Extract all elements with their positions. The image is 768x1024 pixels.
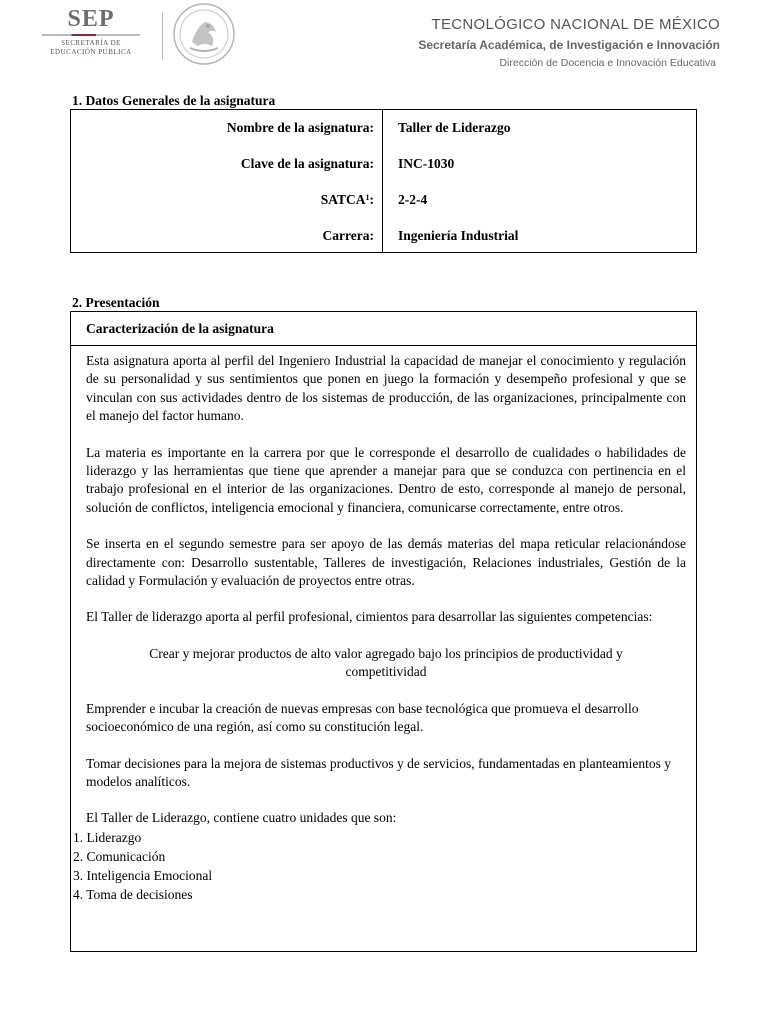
page-header bbox=[0, 0, 768, 90]
characterization-body bbox=[71, 346, 696, 904]
value-subject-key: INC-1030 bbox=[398, 156, 455, 171]
competency-entrepreneurship: Emprender e incubar la creación de nuevas empresas con base tecnológica que promueva el desarrollo socioeconómico de una región, así como su constitución legal. bbox=[86, 700, 639, 735]
institution-name: TECNOLÓGICO NACIONAL DE MÉXICO bbox=[431, 16, 720, 33]
competency-create-products: Crear y mejorar productos de alto valor agregado bajo los principios de productividad y competitividad bbox=[149, 645, 623, 680]
sep-logo-subtitle-1: SECRETARÍA DE bbox=[61, 39, 121, 47]
section-2-title: 2. Presentación bbox=[72, 295, 160, 310]
list-item: 3. Inteligencia Emocional bbox=[73, 867, 213, 883]
section-1-title: 1. Datos Generales de la asignatura bbox=[72, 93, 276, 108]
label-career: Carrera: bbox=[322, 228, 374, 243]
units-intro: El Taller de Liderazgo, contiene cuatro unidades que son: bbox=[86, 810, 397, 826]
general-data-table bbox=[70, 109, 697, 253]
list-item: 4. Toma de decisiones bbox=[73, 886, 193, 902]
paragraph-profile: Esta asignatura aporta al perfil del Ingeniero Industrial la capacidad de manejar el conocimiento y regulación de su personalidad y sus sentimientos que ponen en juego la formación y desempeño profesional y que se vinculan con sus actividades dentro de los sistemas de producción, de las organizaciones, principalmente con el manejo del factor humano. bbox=[86, 353, 686, 424]
list-item: 1. Liderazgo bbox=[73, 829, 142, 845]
general-data-values bbox=[383, 110, 696, 252]
header-divider bbox=[162, 12, 163, 60]
label-subject-name: Nombre de la asignatura: bbox=[226, 120, 374, 135]
sep-logo bbox=[36, 6, 146, 57]
label-satca-colon: : bbox=[369, 192, 374, 207]
footnote-marker: 1 bbox=[365, 193, 370, 202]
characterization-header: Caracterización de la asignatura bbox=[71, 312, 696, 346]
national-emblem-icon bbox=[172, 2, 236, 66]
paragraph-competencies-intro: El Taller de liderazgo aporta al perfil profesional, cimientos para desarrollar las siguientes competencias: bbox=[86, 609, 653, 625]
label-satca-text: SATCA bbox=[320, 192, 366, 207]
presentation-box bbox=[70, 311, 697, 952]
institution-direction: Dirección de Docencia e Innovación Educativa bbox=[499, 57, 716, 69]
list-item: 2. Comunicación bbox=[73, 848, 166, 864]
sep-logo-text: SEP bbox=[67, 6, 115, 32]
value-subject-name: Taller de Liderazgo bbox=[398, 120, 511, 135]
institution-block bbox=[418, 16, 720, 69]
paragraph-semester: Se inserta en el segundo semestre para ser apoyo de las demás materias del mapa reticular relacionándose directamente con: Desarrollo sustentable, Talleres de investigación, Relaciones industriales, Gestión de la calidad y Formulación y evaluación de proyectos entre otras. bbox=[86, 536, 686, 589]
sep-logo-rule bbox=[42, 34, 140, 36]
value-career: Ingeniería Industrial bbox=[398, 228, 519, 243]
paragraph-importance: La materia es importante en la carrera por que le corresponde el desarrollo de cualidades o habilidades de liderazgo y las herramientas que tiene que aprender a manejar para que se conduzca con pertinencia en el trabajo profesional en el interior de las organizaciones. Dentro de esto, corresponde al manejo de personal, solución de conflictos, inteligencia emocional y financiera, comunicarse correctamente, entre otros. bbox=[86, 444, 686, 515]
label-satca bbox=[71, 182, 382, 218]
sep-logo-subtitle-2: EDUCACIÓN PÚBLICA bbox=[50, 48, 132, 56]
competency-decision-making: Tomar decisiones para la mejora de sistemas productivos y de servicios, fundamentadas en planteamientos y modelos analíticos. bbox=[86, 755, 672, 789]
value-satca: 2-2-4 bbox=[398, 192, 428, 207]
general-data-labels bbox=[71, 110, 383, 252]
institution-subtitle: Secretaría Académica, de Investigación e Innovación bbox=[418, 38, 720, 52]
units-list bbox=[73, 828, 686, 904]
label-subject-key: Clave de la asignatura: bbox=[240, 156, 374, 171]
